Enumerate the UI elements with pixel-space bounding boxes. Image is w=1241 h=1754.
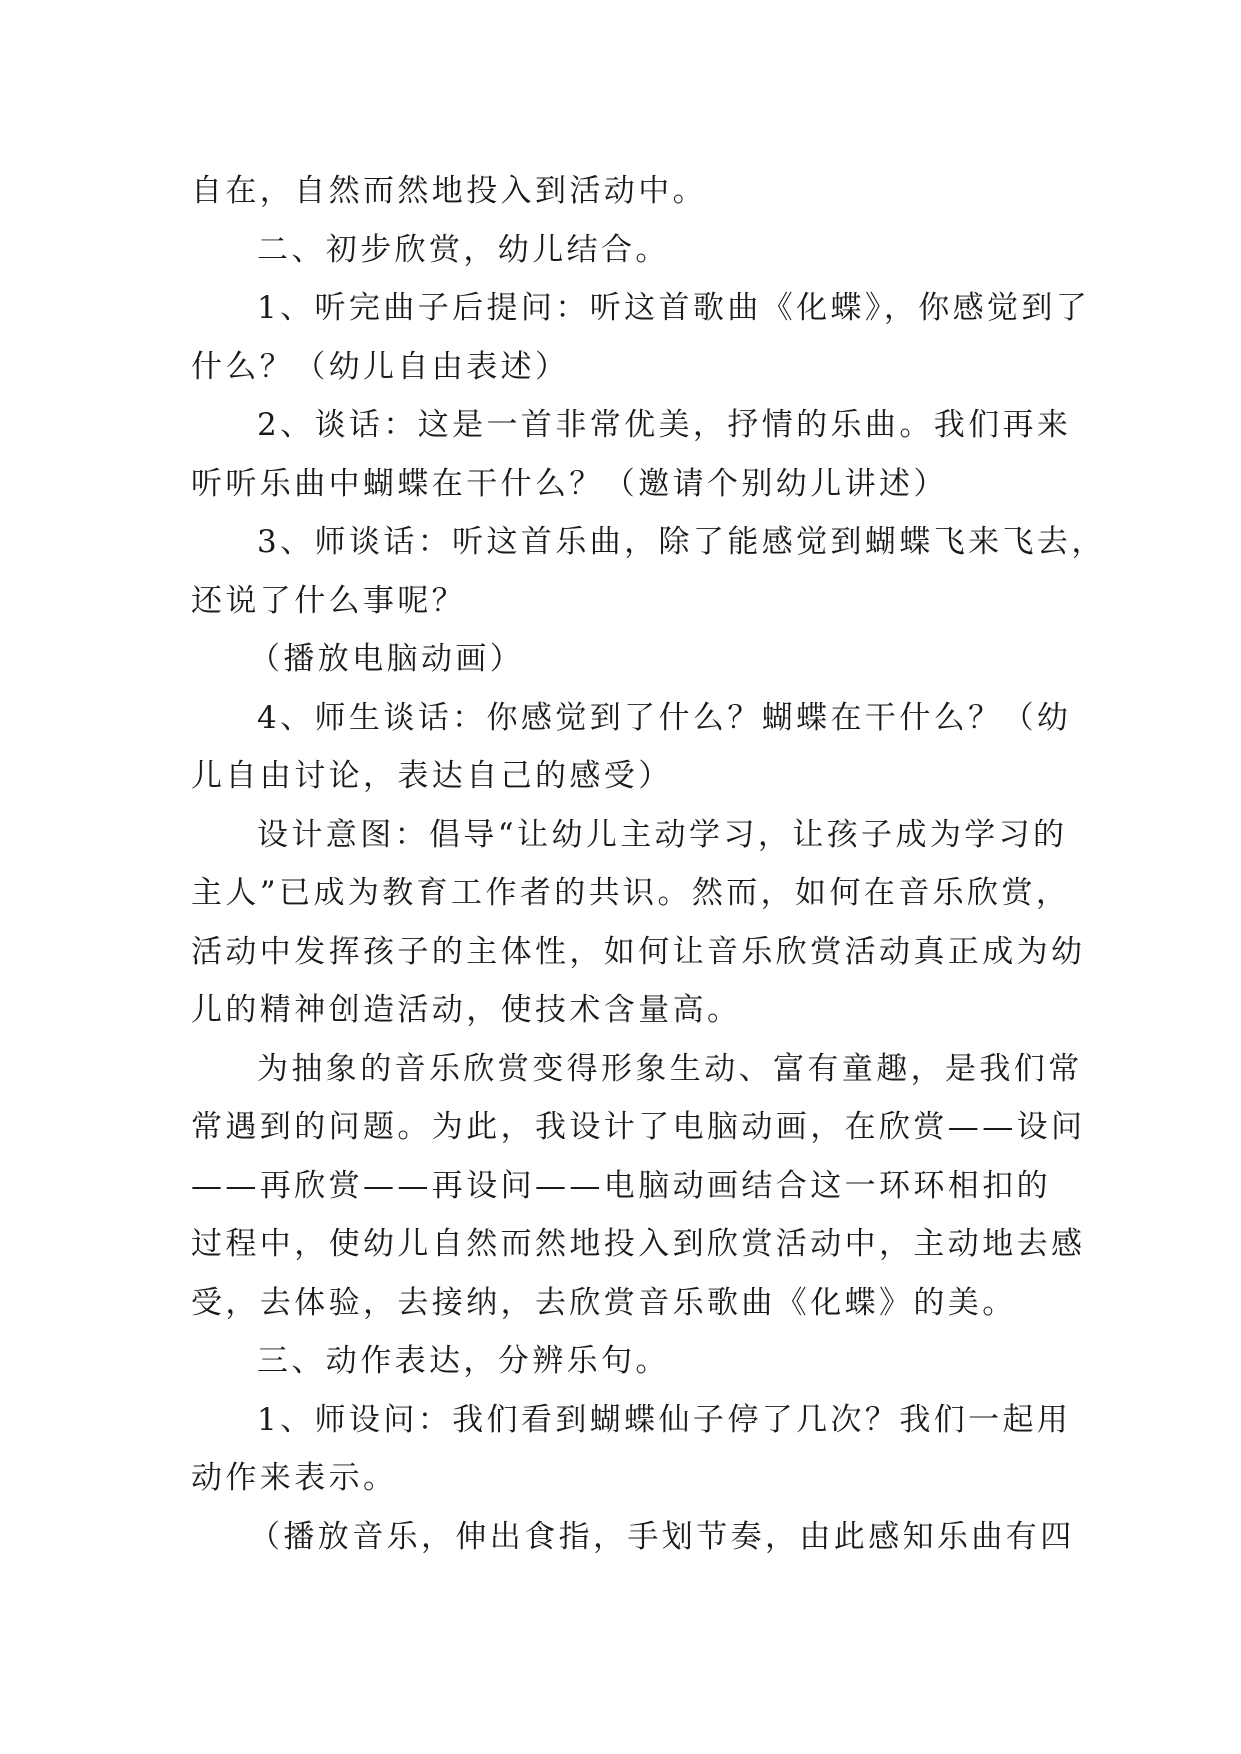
text-line: 设计意图：倡导“让幼儿主动学习，让孩子成为学习的 [257,816,1068,853]
text-line: 活动中发挥孩子的主体性，如何让音乐欣赏活动真正成为幼 [191,933,1086,970]
text-line: 常遇到的问题。为此，我设计了电脑动画，在欣赏——设问 [191,1109,1086,1145]
section-heading: 二、初步欣赏，幼儿结合。 [257,231,670,268]
text-line: 儿自由讨论，表达自己的感受） [191,758,673,794]
text-line: （播放音乐，伸出食指，手划节奏，由此感知乐曲有四 [249,1518,1075,1555]
text-line: 2、谈话：这是一首非常优美，抒情的乐曲。我们再来 [257,407,1072,443]
text-line: 儿的精神创造活动，使技术含量高。 [191,992,742,1028]
text-line: 过程中，使幼儿自然而然地投入到欣赏活动中，主动地去感 [191,1226,1086,1262]
text-line: 动作来表示。 [191,1460,398,1496]
document-body [191,162,1106,1566]
text-line: ——再欣赏——再设问——电脑动画结合这一环环相扣的 [191,1167,1051,1204]
text-line: 3、师谈话：听这首乐曲，除了能感觉到蝴蝶飞来飞去， [257,524,1106,560]
text-line: 还说了什么事呢？ [191,582,467,619]
text-line: 什么？（幼儿自由表述） [191,348,570,385]
text-line: 为抽象的音乐欣赏变得形象生动、富有童趣，是我们常 [257,1050,1083,1087]
text-line: 1、听完曲子后提问：听这首歌曲《化蝶》，你感觉到了 [257,290,1091,326]
text-line: 听听乐曲中蝴蝶在干什么？（邀请个别幼儿讲述） [191,465,948,502]
text-line: 自在，自然而然地投入到活动中。 [191,173,707,209]
text-line: 受，去体验，去接纳，去欣赏音乐歌曲《化蝶》的美。 [191,1284,1017,1321]
text-line: 4、师生谈话：你感觉到了什么？蝴蝶在干什么？（幼 [257,699,1072,736]
text-line: 主人”已成为教育工作者的共识。然而，如何在音乐欣赏， [191,875,1071,911]
section-heading: 三、动作表达，分辨乐句。 [257,1343,670,1379]
text-line: （播放电脑动画） [249,641,525,677]
text-line: 1、师设问：我们看到蝴蝶仙子停了几次？我们一起用 [257,1401,1072,1438]
